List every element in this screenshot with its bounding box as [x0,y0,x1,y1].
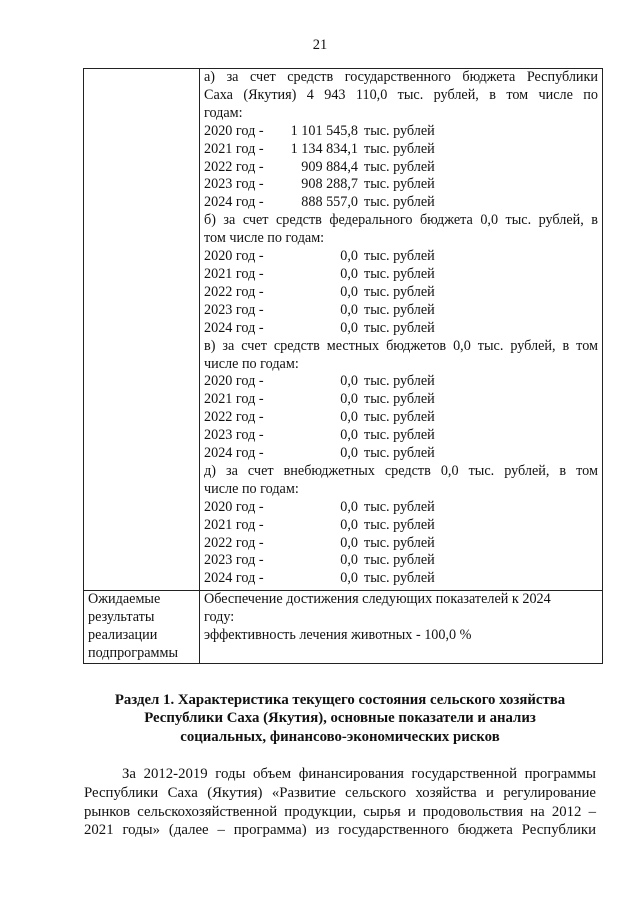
financing-source-block [204,463,598,588]
financing-year-unit: тыс. рублей [364,122,435,139]
financing-content-cell [200,69,603,591]
section-heading-line: Раздел 1. Характеристика текущего состояния сельского хозяйства [114,692,566,708]
program-passport-table [83,68,603,664]
paragraph-line: За 2012-2019 годы объем финансирования государственной программы [122,766,596,782]
financing-year-label: 2021 год - [204,516,264,533]
financing-year-row [204,499,598,517]
financing-year-unit: тыс. рублей [364,427,435,444]
section-heading-line: социальных, финансово-экономических рисков [180,728,500,745]
financing-year-unit: тыс. рублей [364,140,435,157]
financing-source-heading-line: годам: [204,104,243,121]
financing-year-unit: тыс. рублей [364,552,435,569]
financing-year-value: 0,0 [340,301,358,318]
financing-year-unit: тыс. рублей [364,373,435,390]
financing-year-value: 0,0 [340,391,358,408]
financing-source-heading-line: том числе по годам: [204,230,325,247]
financing-year-value: 0,0 [340,265,358,282]
financing-source-block [204,212,598,337]
financing-year-value: 888 557,0 [301,194,358,211]
financing-year-row [204,248,598,266]
financing-year-value: 1 134 834,1 [290,140,358,157]
financing-year-row [204,194,598,212]
financing-year-value: 0,0 [340,283,358,300]
financing-year-label: 2021 год - [204,391,264,408]
results-text-line: Обеспечение достижения следующих показателей к 2024 [204,591,551,608]
financing-year-value: 0,0 [340,409,358,426]
financing-year-value: 0,0 [340,248,358,265]
results-label-line: Ожидаемые [88,591,161,608]
financing-source-heading-line: Саха (Якутия) 4 943 110,0 тыс. рублей, в том числе по [204,86,598,103]
financing-year-value: 908 288,7 [301,176,358,193]
financing-year-label: 2022 год - [204,283,264,300]
financing-year-label: 2022 год - [204,534,264,551]
financing-year-label: 2024 год - [204,194,264,211]
results-content-cell [200,591,603,664]
financing-source-heading-line: числе по годам: [204,480,299,497]
results-label-cell [84,591,200,664]
financing-year-label: 2023 год - [204,176,264,193]
financing-year-label: 2020 год - [204,248,264,265]
financing-year-unit: тыс. рублей [364,534,435,551]
financing-year-label: 2024 год - [204,445,264,462]
financing-blocks [204,69,598,588]
financing-year-unit: тыс. рублей [364,158,435,175]
results-label-line: подпрограммы [88,645,178,661]
financing-year-unit: тыс. рублей [364,194,435,211]
financing-year-value: 909 884,4 [301,158,358,175]
financing-year-unit: тыс. рублей [364,445,435,462]
financing-source-block [204,338,598,463]
paragraph-line: Республики Саха (Якутия) «Развитие сельского хозяйства и регулирование [84,784,596,801]
body-paragraph [84,765,596,840]
financing-label-cell [84,69,200,591]
financing-year-label: 2023 год - [204,552,264,569]
financing-source-heading-line: в) за счет средств местных бюджетов 0,0 тыс. рублей, в том [204,337,598,354]
results-text-line: эффективность лечения животных - 100,0 % [204,627,472,644]
financing-year-unit: тыс. рублей [364,516,435,533]
financing-year-row [204,445,598,463]
financing-year-label: 2023 год - [204,301,264,318]
financing-year-value: 0,0 [340,498,358,515]
financing-year-row [204,284,598,302]
financing-year-label: 2024 год - [204,319,264,336]
financing-year-label: 2023 год - [204,427,264,444]
financing-year-label: 2024 год - [204,570,264,587]
financing-year-label: 2020 год - [204,498,264,515]
financing-source-heading-line: б) за счет средств федерального бюджета 0,0 тыс. рублей, в [204,212,598,229]
financing-source-heading-line: числе по годам: [204,355,299,372]
financing-year-value: 0,0 [340,552,358,569]
financing-year-row [204,176,598,194]
financing-year-row [204,517,598,535]
financing-year-row [204,373,598,391]
financing-year-row [204,427,598,445]
financing-year-row [204,570,598,588]
financing-year-row [204,409,598,427]
financing-year-unit: тыс. рублей [364,283,435,300]
financing-year-unit: тыс. рублей [364,301,435,318]
financing-year-row [204,552,598,570]
financing-year-label: 2021 год - [204,140,264,157]
financing-year-unit: тыс. рублей [364,176,435,193]
results-label-line: реализации [88,627,158,644]
financing-source-block [204,69,598,212]
financing-year-row [204,535,598,553]
financing-year-row [204,391,598,409]
financing-year-row [204,141,598,159]
paragraph-line: 2021 годы» (далее – программа) из государственного бюджета Республики [84,822,596,839]
results-label-line: результаты [88,609,155,626]
section-heading-line: Республики Саха (Якутия), основные показатели и анализ [144,710,536,727]
financing-year-label: 2022 год - [204,409,264,426]
financing-year-row [204,266,598,284]
financing-year-value: 0,0 [340,427,358,444]
financing-year-value: 0,0 [340,319,358,336]
page-number: 21 [312,37,328,53]
results-row [84,591,603,664]
financing-year-value: 1 101 545,8 [290,122,358,139]
financing-year-unit: тыс. рублей [364,409,435,426]
financing-year-value: 0,0 [340,570,358,587]
financing-year-label: 2020 год - [204,122,264,139]
financing-year-label: 2020 год - [204,373,264,390]
paragraph-line: рынков сельскохозяйственной продукции, сырья и продовольствия на 2012 – [84,803,596,820]
financing-year-row [204,123,598,141]
financing-year-unit: тыс. рублей [364,319,435,336]
financing-year-unit: тыс. рублей [364,498,435,515]
financing-year-row [204,159,598,177]
financing-row [84,69,603,591]
financing-year-value: 0,0 [340,534,358,551]
financing-source-heading-line: д) за счет внебюджетных средств 0,0 тыс. рублей, в том [204,462,598,479]
financing-year-value: 0,0 [340,373,358,390]
financing-year-row [204,302,598,320]
financing-year-unit: тыс. рублей [364,391,435,408]
financing-year-value: 0,0 [340,445,358,462]
financing-year-unit: тыс. рублей [364,265,435,282]
financing-year-unit: тыс. рублей [364,570,435,587]
results-text-line: году: [204,609,235,626]
financing-year-label: 2021 год - [204,265,264,282]
financing-year-row [204,320,598,338]
financing-year-unit: тыс. рублей [364,248,435,265]
section-heading [84,691,596,746]
financing-year-label: 2022 год - [204,158,264,175]
financing-source-heading-line: а) за счет средств государственного бюджета Республики [204,69,598,85]
financing-year-value: 0,0 [340,516,358,533]
